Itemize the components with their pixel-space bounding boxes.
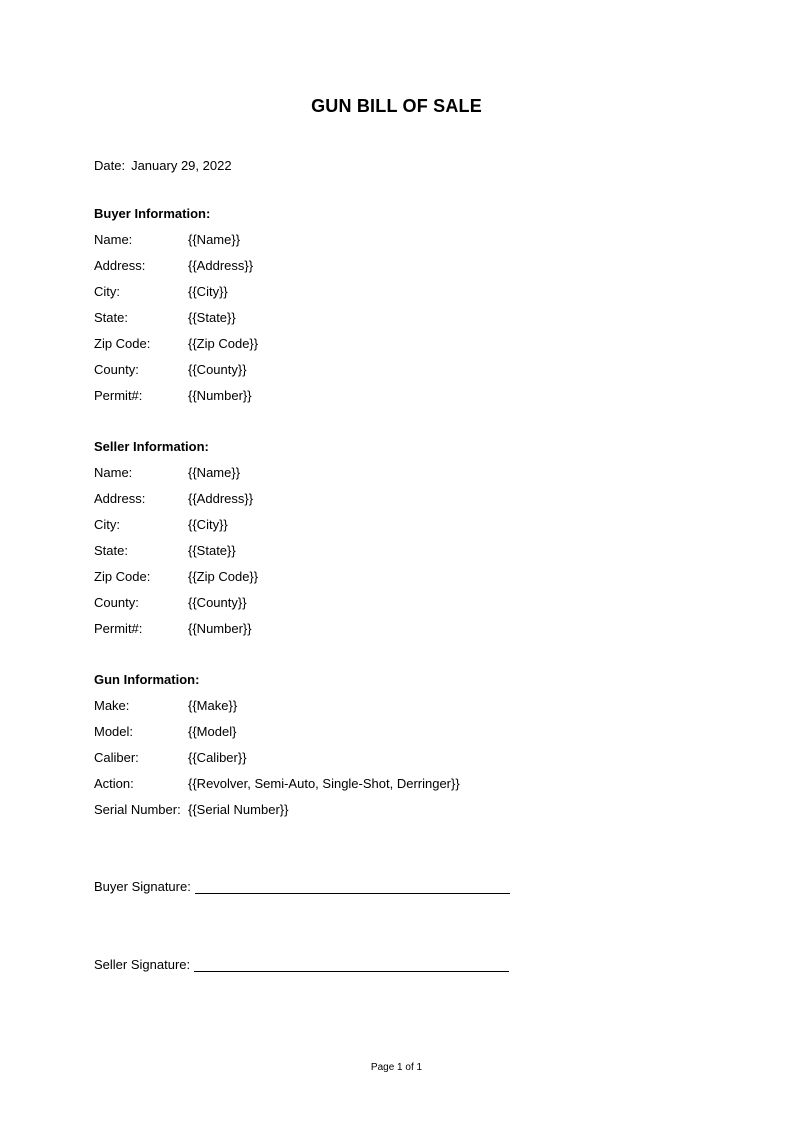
- field-label: State:: [94, 543, 128, 558]
- field-value: {{Zip Code}}: [188, 569, 259, 584]
- field-label: Address:: [94, 258, 146, 273]
- field-label: County:: [94, 362, 139, 377]
- seller-row-permit: [94, 621, 714, 647]
- seller-heading: Seller Information:: [94, 439, 209, 454]
- buyer-section: [94, 206, 714, 414]
- field-label: Make:: [94, 698, 130, 713]
- field-label: City:: [94, 517, 120, 532]
- gun-row-action: [94, 776, 714, 802]
- buyer-row-zip: [94, 336, 714, 362]
- seller-row-zip: [94, 569, 714, 595]
- field-value: {{Model}: [188, 724, 237, 739]
- buyer-signature-line: [94, 879, 510, 894]
- gun-row-model: [94, 724, 714, 750]
- seller-row-address: [94, 491, 714, 517]
- field-label: State:: [94, 310, 128, 325]
- field-label: Action:: [94, 776, 134, 791]
- buyer-row-permit: [94, 388, 714, 414]
- field-value: {{City}}: [188, 517, 228, 532]
- field-label: Zip Code:: [94, 336, 151, 351]
- seller-row-county: [94, 595, 714, 621]
- document-title: GUN BILL OF SALE: [311, 96, 482, 116]
- seller-section: [94, 439, 714, 647]
- date-label: Date:: [94, 158, 126, 173]
- field-value: {{Address}}: [188, 491, 254, 506]
- field-value: {{County}}: [188, 362, 247, 377]
- seller-row-name: [94, 465, 714, 491]
- seller-row-city: [94, 517, 714, 543]
- field-value: {{Number}}: [188, 621, 252, 636]
- field-value: {{Address}}: [188, 258, 254, 273]
- field-value: {{Caliber}}: [188, 750, 247, 765]
- field-label: Permit#:: [94, 388, 143, 403]
- buyer-signature-field[interactable]: [195, 879, 510, 894]
- field-value: {{Zip Code}}: [188, 336, 259, 351]
- buyer-heading: Buyer Information:: [94, 206, 211, 221]
- buyer-row-county: [94, 362, 714, 388]
- field-label: Serial Number:: [94, 802, 181, 817]
- field-label: Name:: [94, 232, 133, 247]
- field-value: {{Serial Number}}: [188, 802, 289, 817]
- buyer-row-city: [94, 284, 714, 310]
- field-value: {{Make}}: [188, 698, 238, 713]
- gun-row-serial: [94, 802, 714, 828]
- field-label: City:: [94, 284, 120, 299]
- field-value: {{State}}: [188, 310, 236, 325]
- buyer-row-name: [94, 232, 714, 258]
- field-value: {{Name}}: [188, 465, 241, 480]
- field-label: County:: [94, 595, 139, 610]
- field-label: Name:: [94, 465, 133, 480]
- field-label: Permit#:: [94, 621, 143, 636]
- date-value: January 29, 2022: [131, 158, 232, 173]
- buyer-row-address: [94, 258, 714, 284]
- date-line: [94, 158, 232, 173]
- gun-heading: Gun Information:: [94, 672, 200, 687]
- gun-section: [94, 672, 714, 828]
- buyer-signature-label: Buyer Signature:: [94, 879, 191, 894]
- field-label: Address:: [94, 491, 146, 506]
- seller-signature-field[interactable]: [194, 957, 509, 972]
- seller-row-state: [94, 543, 714, 569]
- gun-row-make: [94, 698, 714, 724]
- field-label: Caliber:: [94, 750, 139, 765]
- field-label: Model:: [94, 724, 134, 739]
- gun-row-caliber: [94, 750, 714, 776]
- field-value: {{City}}: [188, 284, 228, 299]
- field-value: {{Number}}: [188, 388, 252, 403]
- field-value: {{Name}}: [188, 232, 241, 247]
- field-value: {{County}}: [188, 595, 247, 610]
- field-label: Zip Code:: [94, 569, 151, 584]
- seller-signature-label: Seller Signature:: [94, 957, 191, 972]
- page-number: Page 1 of 1: [370, 1062, 423, 1073]
- buyer-row-state: [94, 310, 714, 336]
- field-value: {{State}}: [188, 543, 236, 558]
- seller-signature-line: [94, 957, 509, 972]
- field-value: {{Revolver, Semi-Auto, Single-Shot, Derringer}}: [188, 776, 460, 791]
